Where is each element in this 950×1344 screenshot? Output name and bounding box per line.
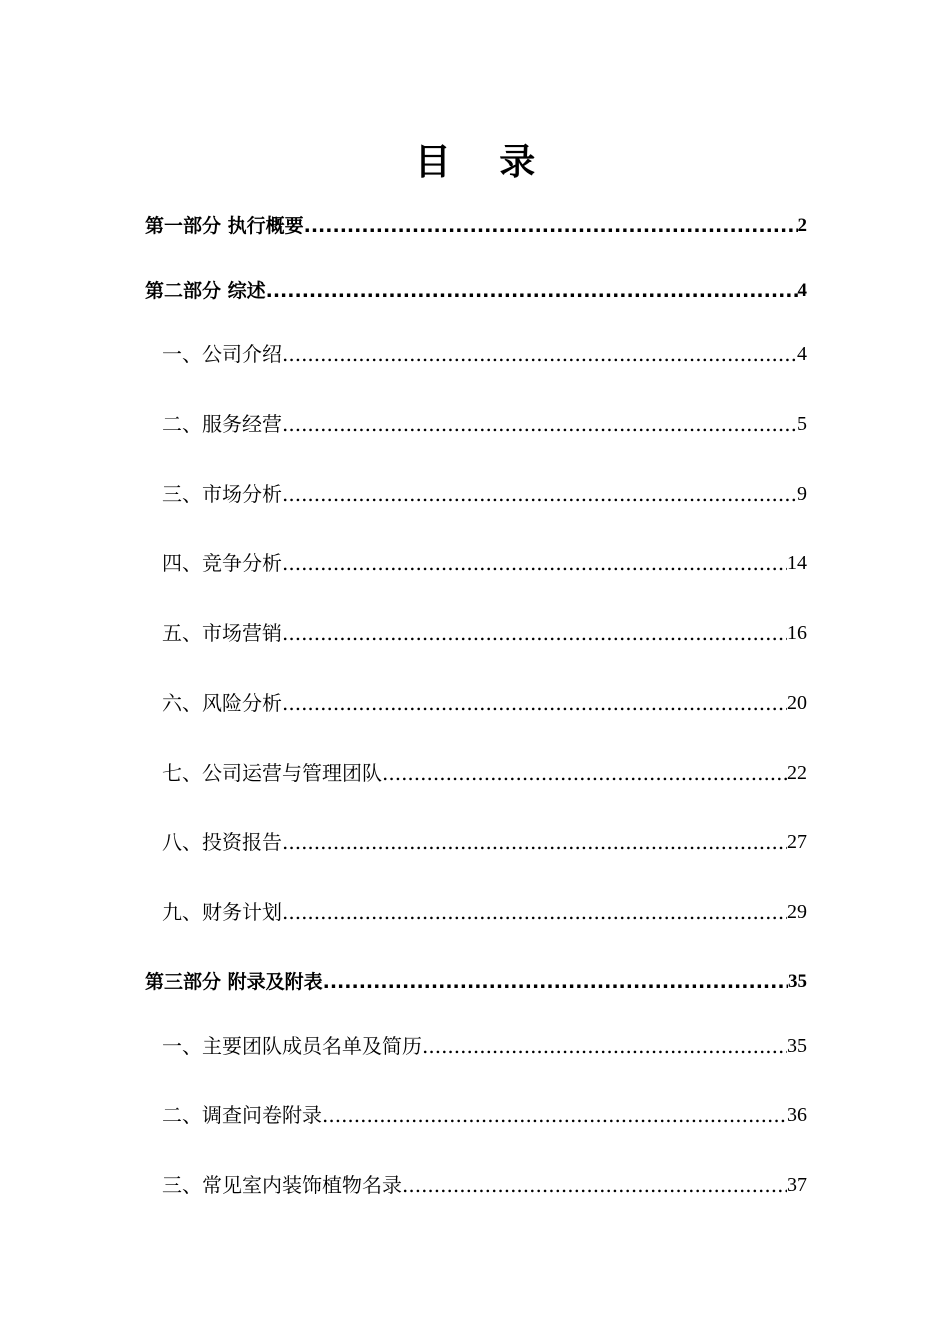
toc-entry[interactable] xyxy=(162,1099,807,1129)
toc-entry[interactable] xyxy=(162,547,807,577)
toc-entry-label: 第二部分 综述 xyxy=(145,280,266,302)
toc-leader-dots xyxy=(422,1032,787,1060)
page-title: 目 录 xyxy=(414,142,554,183)
toc-entry-label: 五、市场营销 xyxy=(162,621,282,645)
toc-entry-page: 9 xyxy=(797,483,807,505)
toc-entry[interactable] xyxy=(162,408,807,438)
toc-entry-page: 14 xyxy=(787,552,807,574)
toc-leader-dots xyxy=(282,828,787,856)
toc-entry-label: 第三部分 附录及附表 xyxy=(145,971,323,993)
toc-entry-label: 七、公司运营与管理团队 xyxy=(162,761,382,785)
toc-entry-page: 4 xyxy=(797,343,807,365)
toc-entry-label: 一、公司介绍 xyxy=(162,342,282,366)
toc-entry-label: 二、服务经营 xyxy=(162,412,282,436)
toc-entry-page: 35 xyxy=(788,971,807,992)
toc-entry[interactable] xyxy=(162,826,807,856)
toc-entry-page: 36 xyxy=(787,1104,807,1126)
toc-entry-page: 5 xyxy=(797,413,807,435)
toc-entry[interactable] xyxy=(162,1169,807,1199)
toc-leader-dots xyxy=(282,549,787,577)
toc-entry[interactable] xyxy=(162,757,807,787)
toc-entry-label: 一、主要团队成员名单及简历 xyxy=(162,1034,422,1058)
toc-leader-dots xyxy=(282,619,787,647)
toc-leader-dots xyxy=(322,1101,787,1129)
toc-entry-label: 三、常见室内装饰植物名录 xyxy=(162,1173,402,1197)
toc-entry[interactable] xyxy=(162,896,807,926)
toc-leader-dots xyxy=(382,759,787,787)
toc-entry-label: 第一部分 执行概要 xyxy=(145,215,304,237)
toc-entry[interactable] xyxy=(162,478,807,508)
toc-leader-dots xyxy=(282,689,787,717)
toc-entry-page: 20 xyxy=(787,692,807,714)
toc-entry-label: 三、市场分析 xyxy=(162,482,282,506)
toc-entry-page: 16 xyxy=(787,622,807,644)
toc-entry[interactable] xyxy=(162,617,807,647)
toc-entry-page: 22 xyxy=(787,762,807,784)
toc-entry[interactable] xyxy=(162,687,807,717)
toc-entry[interactable] xyxy=(162,1030,807,1060)
toc-leader-dots xyxy=(282,898,787,926)
toc-leader-dots xyxy=(323,968,788,996)
toc-entry-label: 四、竞争分析 xyxy=(162,551,282,575)
toc-entry[interactable] xyxy=(145,966,807,996)
toc-entry[interactable] xyxy=(162,338,807,368)
toc-entry-page: 37 xyxy=(787,1174,807,1196)
toc-entry[interactable] xyxy=(145,210,807,240)
toc-entry-page: 4 xyxy=(797,280,807,301)
toc-entry[interactable] xyxy=(145,275,807,305)
toc-leader-dots xyxy=(304,212,798,240)
toc-entry-label: 九、财务计划 xyxy=(162,900,282,924)
toc-entry-page: 27 xyxy=(787,831,807,853)
toc-leader-dots xyxy=(282,480,797,508)
toc-entry-page: 29 xyxy=(787,901,807,923)
toc-entry-page: 2 xyxy=(797,215,807,236)
toc-entry-page: 35 xyxy=(787,1035,807,1057)
toc-leader-dots xyxy=(282,340,797,368)
toc-entry-label: 二、调查问卷附录 xyxy=(162,1103,322,1127)
toc-leader-dots xyxy=(282,410,797,438)
toc-entry-label: 六、风险分析 xyxy=(162,691,282,715)
toc-leader-dots xyxy=(266,277,798,305)
toc-leader-dots xyxy=(402,1171,787,1199)
toc-entry-label: 八、投资报告 xyxy=(162,830,282,854)
